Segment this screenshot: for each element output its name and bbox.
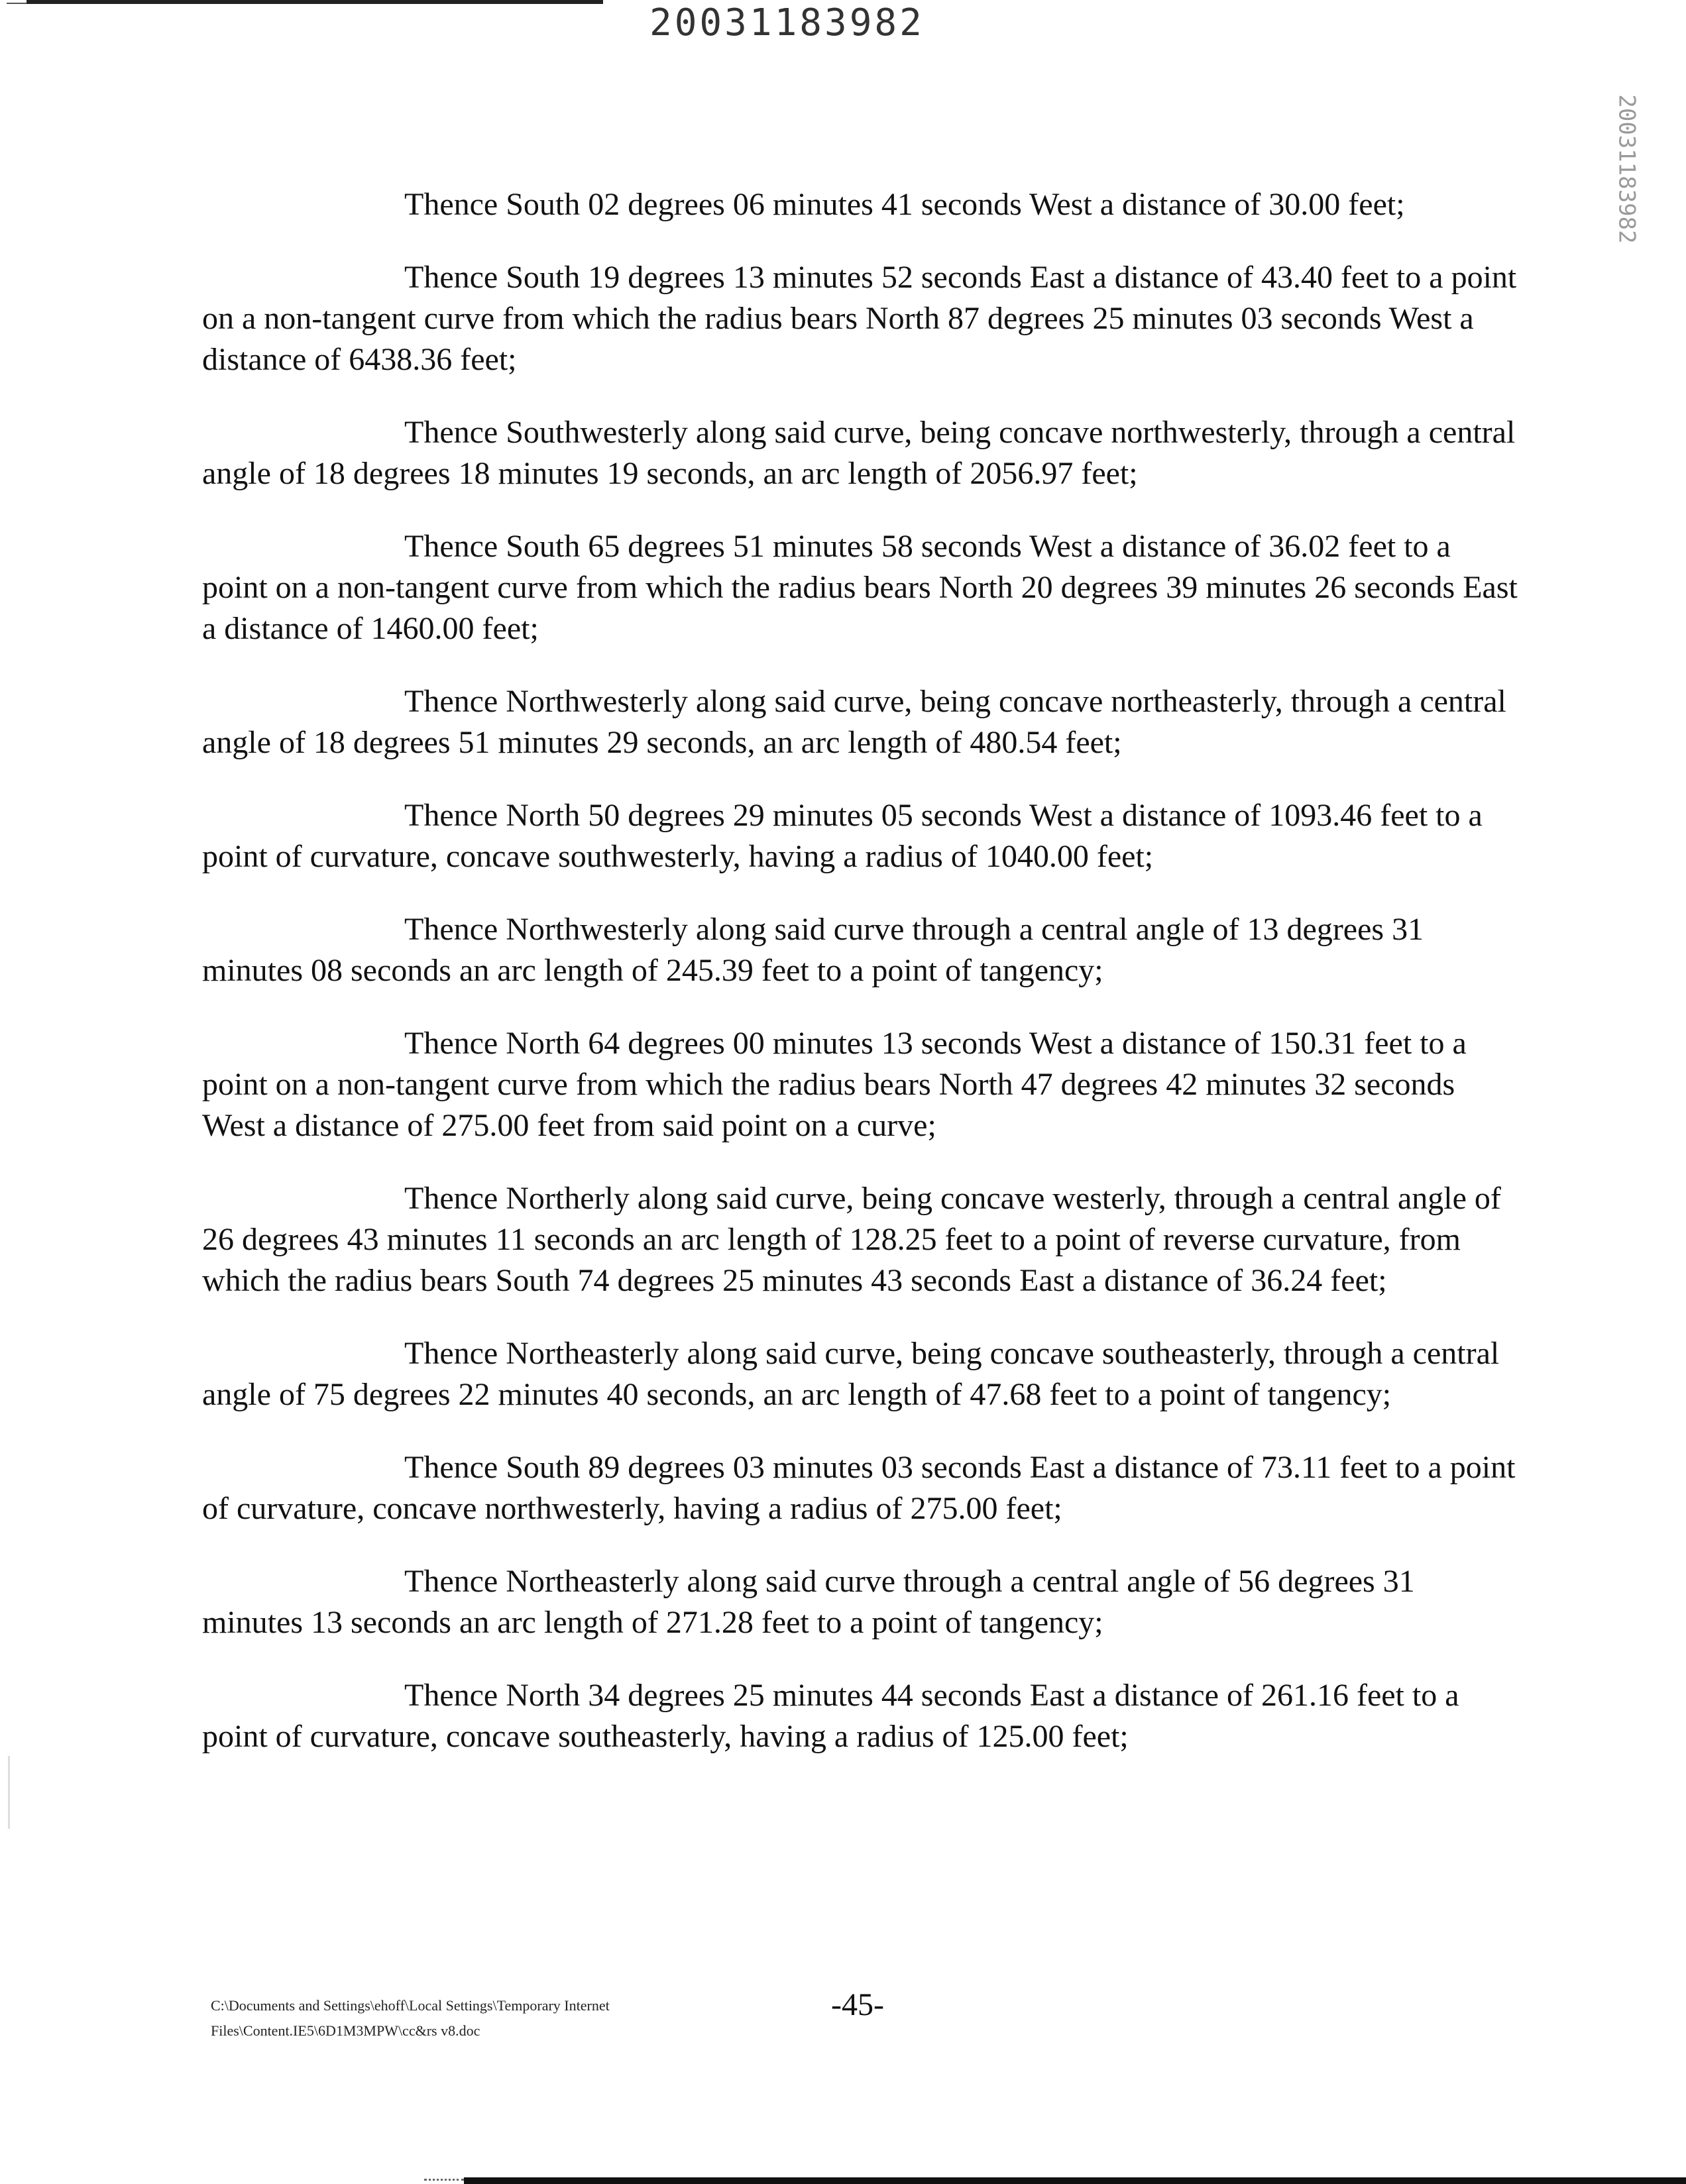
page-number: -45-	[831, 1987, 884, 2022]
description-paragraph: Thence South 65 degrees 51 minutes 58 seconds West a distance of 36.02 feet to a point on a non-tangent curve from which the radius bears North 20 degrees 39 minutes 26 seconds East a distance of 1460.00 feet;	[202, 529, 1518, 646]
description-paragraph: Thence Northeasterly along said curve through a central angle of 56 degrees 31 minutes 13 seconds an arc length of 271.28 feet to a point of tangency;	[202, 1564, 1415, 1640]
description-paragraph: Thence South 89 degrees 03 minutes 03 seconds East a distance of 73.11 feet to a point of curvature, concave northwesterly, having a radius of 275.00 feet;	[202, 1450, 1516, 1526]
footer-file-path	[211, 1993, 610, 2044]
side-stamp-text: 20031183982	[1614, 94, 1641, 244]
description-paragraph: Thence South 02 degrees 06 minutes 41 seconds West a distance of 30.00 feet;	[404, 187, 1405, 222]
description-paragraph: Thence South 19 degrees 13 minutes 52 seconds East a distance of 43.40 feet to a point on a non-tangent curve from which the radius bears North 87 degrees 25 minutes 03 seconds West a distance of 6438.36 feet;	[202, 260, 1517, 377]
description-paragraph: Thence Southwesterly along said curve, being concave northwesterly, through a central angle of 18 degrees 18 minutes 19 seconds, an arc length of 2056.97 feet;	[202, 415, 1516, 491]
description-paragraph: Thence North 50 degrees 29 minutes 05 seconds West a distance of 1093.46 feet to a point of curvature, concave southwesterly, having a radius of 1040.00 feet;	[202, 798, 1483, 874]
scan-margin-mark	[8, 1756, 10, 1829]
description-paragraph: Thence Northwesterly along said curve, being concave northeasterly, through a central angle of 18 degrees 51 minutes 29 seconds, an arc length of 480.54 feet;	[202, 684, 1506, 760]
footer-path-line-1: C:\Documents and Settings\ehoff\Local Settings\Temporary Internet	[211, 1997, 610, 2014]
description-paragraph: Thence North 64 degrees 00 minutes 13 seconds West a distance of 150.31 feet to a point on a non-tangent curve from which the radius bears North 47 degrees 42 minutes 32 seconds West a distance of 275.00 feet from said point on a curve;	[202, 1026, 1467, 1143]
bottom-dotted-mark	[424, 2179, 464, 2181]
document-number: 20031183982	[649, 1, 925, 44]
legal-description-body	[202, 184, 1521, 1789]
description-paragraph: Thence Northwesterly along said curve through a central angle of 13 degrees 31 minutes 08 seconds an arc length of 245.39 feet to a point of tangency;	[202, 912, 1424, 988]
description-paragraph: Thence North 34 degrees 25 minutes 44 seconds East a distance of 261.16 feet to a point of curvature, concave southeasterly, having a radius of 125.00 feet;	[202, 1678, 1459, 1754]
bottom-scan-border	[464, 2177, 1686, 2184]
top-scan-border	[27, 0, 603, 4]
description-paragraph: Thence Northerly along said curve, being concave westerly, through a central angle of 26 degrees 43 minutes 11 seconds an arc length of 128.25 feet to a point of reverse curvature, from which the radius bears South 74 degrees 25 minutes 43 seconds East a distance of 36.24 feet;	[202, 1181, 1501, 1298]
footer-path-line-2: Files\Content.IE5\6D1M3MPW\cc&rs v8.doc	[211, 2022, 480, 2039]
side-recording-stamp	[1604, 78, 1650, 290]
description-paragraph: Thence Northeasterly along said curve, being concave southeasterly, through a central angle of 75 degrees 22 minutes 40 seconds, an arc length of 47.68 feet to a point of tangency;	[202, 1336, 1500, 1412]
